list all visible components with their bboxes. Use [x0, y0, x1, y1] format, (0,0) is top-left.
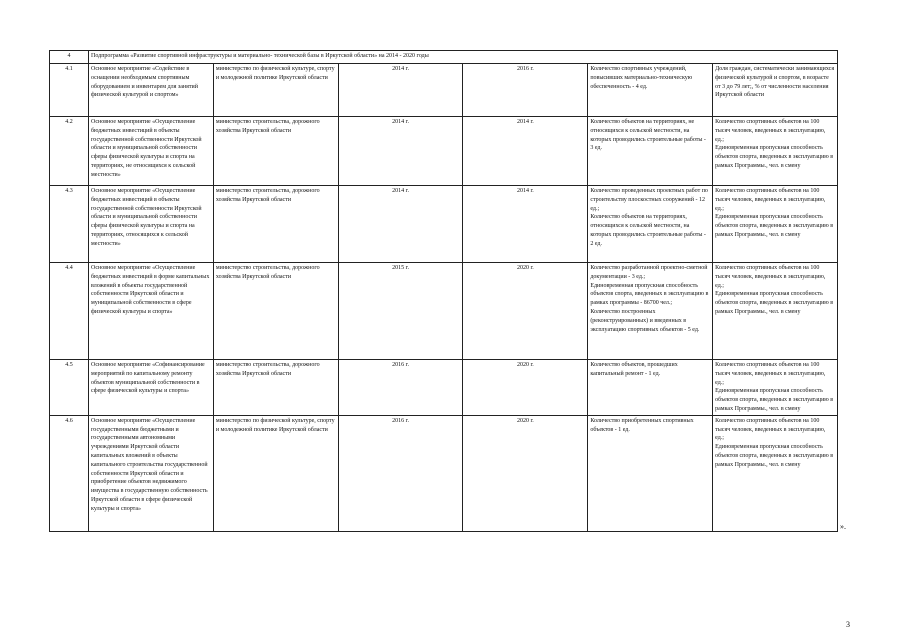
target-indicator: Количество спортивных объектов на 100 тысяч человек, введенных в эксплуатацию, ед.; Единовременная пропускная способность объектов спорта, введенных в эксплуатацию в рамках Программы., чел. в смену	[713, 117, 838, 186]
row-number: 4.6	[50, 415, 89, 531]
start-year: 2014 г.	[338, 117, 463, 186]
closing-quote-mark: ».	[840, 522, 846, 531]
expected-result: Количество разработанной проектно-сметной документации - 3 ед.; Единовременная пропускная способность объектов спорта, введенных в эксплуатацию в рамках программы - 86700 чел.; Количество построенных (реконструированных) и введенных в эксплуатацию спортивных объектов - 5 ед.	[588, 263, 713, 360]
end-year: 2020 г.	[463, 415, 588, 531]
subprogram-header-row	[50, 51, 838, 64]
executor: министерство строительства, дорожного хозяйства Иркутской области	[213, 117, 338, 186]
target-indicator: Доля граждан, систематически занимающихся физической культурой и спортом, в возрасте от 3 до 79 лет;, % от численности населения Иркутской области	[713, 64, 838, 117]
table-row	[50, 263, 838, 360]
expected-result: Количество проведенных проектных работ по строительству плоскостных сооружений - 12 ед.; Количество объектов на территориях, относящихся к сельской местности, на которых проводились строительные работы - 2 ед.	[588, 186, 713, 263]
table-row	[50, 360, 838, 416]
row-number: 4.4	[50, 263, 89, 360]
activity-name: Основное мероприятие «Осуществление бюджетных инвестиций в объекты государственной собственности Иркутской области и муниципальной собственности сферы физической культуры и спорта на территориях, не относящихся к сельской местности»	[89, 117, 214, 186]
activity-name: Основное мероприятие «Осуществление бюджетных инвестиций в форме капитальных вложений в объекты государственной собственности Иркутской области и муниципальной собственности в сфере физической культуры и спорта»	[89, 263, 214, 360]
target-indicator: Количество спортивных объектов на 100 тысяч человек, введенных в эксплуатацию, ед.; Единовременная пропускная способность объектов спорта, введенных в эксплуатацию в рамках Программы., чел. в смену	[713, 186, 838, 263]
table-row	[50, 117, 838, 186]
program-table	[49, 50, 838, 532]
end-year: 2020 г.	[463, 360, 588, 416]
expected-result: Количество спортивных учреждений, повысивших материально-техническую обеспеченность - 4 ед.	[588, 64, 713, 117]
activity-name: Основное мероприятие «Осуществление бюджетных инвестиций в объекты государственной собственности Иркутской области и муниципальной собственности сферы физической культуры и спорта на территориях, относящихся к сельской местности»	[89, 186, 214, 263]
table-row	[50, 64, 838, 117]
start-year: 2014 г.	[338, 186, 463, 263]
expected-result: Количество объектов, прошедших капитальный ремонт - 1 ед.	[588, 360, 713, 416]
expected-result: Количество объектов на территориях, не относящихся к сельской местности, на которых проводились строительные работы - 3 ед.	[588, 117, 713, 186]
table-row	[50, 186, 838, 263]
activity-name: Основное мероприятие «Софинансирование мероприятий по капитальному ремонту объектов муниципальной собственности в сфере физической культуры и спорта»	[89, 360, 214, 416]
executor: министерство по физической культуре, спорту и молодежной политике Иркутской области	[213, 415, 338, 531]
target-indicator: Количество спортивных объектов на 100 тысяч человек, введенных в эксплуатацию, ед.; Единовременная пропускная способность объектов спорта, введенных в эксплуатацию в рамках Программы., чел. в смену	[713, 415, 838, 531]
subprogram-title: Подпрограмма «Развитие спортивной инфраструктуры и материально- технической базы в Иркутской области» на 2014 - 2020 годы	[89, 51, 838, 64]
end-year: 2020 г.	[463, 263, 588, 360]
end-year: 2014 г.	[463, 186, 588, 263]
target-indicator: Количество спортивных объектов на 100 тысяч человек, введенных в эксплуатацию, ед.; Единовременная пропускная способность объектов спорта, введенных в эксплуатацию в рамках Программы., чел. в смену	[713, 263, 838, 360]
expected-result: Количество приобретенных спортивных объектов - 1 ед.	[588, 415, 713, 531]
page-number: 3	[846, 620, 850, 629]
end-year: 2014 г.	[463, 117, 588, 186]
executor: министерство строительства, дорожного хозяйства Иркутской области	[213, 360, 338, 416]
target-indicator: Количество спортивных объектов на 100 тысяч человек, введенных в эксплуатацию, ед.; Единовременная пропускная способность объектов спорта, введенных в эксплуатацию в рамках Программы., чел. в смену	[713, 360, 838, 416]
executor: министерство по физической культуре, спорту и молодежной политике Иркутской области	[213, 64, 338, 117]
end-year: 2016 г.	[463, 64, 588, 117]
start-year: 2016 г.	[338, 360, 463, 416]
executor: министерство строительства, дорожного хозяйства Иркутской области	[213, 263, 338, 360]
start-year: 2014 г.	[338, 64, 463, 117]
row-number: 4.3	[50, 186, 89, 263]
row-number: 4.1	[50, 64, 89, 117]
row-number: 4.2	[50, 117, 89, 186]
start-year: 2016 г.	[338, 415, 463, 531]
table-row	[50, 415, 838, 531]
activity-name: Основное мероприятие «Осуществление государственными бюджетными и государственными автономными учреждениями Иркутской области капитальных вложений в объекты капитального строительства государственной собственности Иркутской области и приобретение объектов недвижимого имущества в государственную собственность Иркутской области в сфере физической культуры и спорта»	[89, 415, 214, 531]
activity-name: Основное мероприятие «Содействие в оснащении необходимым спортивным оборудованием и инвентарем для занятий физической культурой и спортом»	[89, 64, 214, 117]
row-number: 4.5	[50, 360, 89, 416]
subprogram-number: 4	[50, 51, 89, 64]
executor: министерство строительства, дорожного хозяйства Иркутской области	[213, 186, 338, 263]
start-year: 2015 г.	[338, 263, 463, 360]
